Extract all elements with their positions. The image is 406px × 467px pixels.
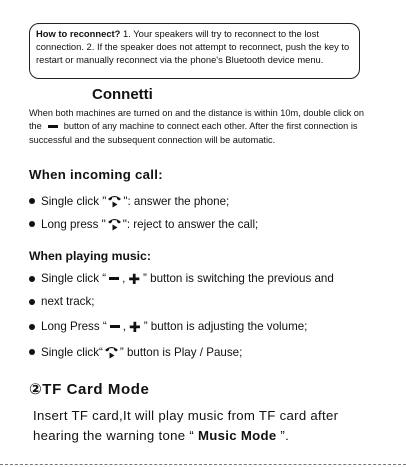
connetti-title: Connetti <box>92 86 153 103</box>
music-single-suffix: ” button is switching the previous and <box>143 272 334 285</box>
incoming-long-suffix: ": reject to answer the call; <box>122 217 259 231</box>
connetti-text-before: When both machines are turned on and the distance is within 10m, double click on the <box>29 108 365 132</box>
reconnect-box <box>29 23 360 79</box>
incoming-single-prefix: Single click " <box>41 194 107 208</box>
bullet-dot <box>29 299 35 305</box>
music-next-item <box>29 295 94 308</box>
phone-play-icon <box>107 194 122 208</box>
music-mode-label: Music Mode <box>194 428 277 443</box>
incoming-single-suffix: ": answer the phone; <box>123 194 230 208</box>
reconnect-body: 1. Your speakers will try to reconnect to the lost connection. 2. If the speaker does not attempt to reconnect, push the key to restart or manually reconnect via the phone's Bluetooth device menu. <box>36 28 350 65</box>
bullet-dot <box>29 276 35 282</box>
phone-play-icon <box>107 217 122 231</box>
bullet-dot <box>29 198 35 204</box>
tf-text-after: ”. <box>276 428 290 443</box>
minus-icon <box>48 125 58 128</box>
bullet-dot <box>29 221 35 227</box>
music-long-prefix: Long Press “ <box>41 320 107 333</box>
incoming-long-prefix: Long press " <box>41 217 106 231</box>
connetti-text <box>29 107 374 147</box>
music-long-mid: , <box>122 320 126 333</box>
music-single-item <box>29 272 334 285</box>
plus-icon: ✚ <box>128 270 141 287</box>
tf-card-heading: ②TF Card Mode <box>29 381 150 398</box>
incoming-heading: When incoming call: <box>29 167 163 182</box>
plus-icon: ✚ <box>128 318 141 335</box>
tf-text-before: Insert TF card,It will play music from TF card after hearing the warning tone “ <box>33 408 339 443</box>
minus-icon <box>110 325 120 328</box>
page-bottom-rule <box>0 464 406 465</box>
tf-card-text <box>33 406 383 446</box>
connetti-text-after: button of any machine to connect each other. After the first connection is successful and the subsequent connection will be automatic. <box>29 121 358 145</box>
incoming-long-item <box>29 217 258 231</box>
reconnect-heading: How to reconnect? <box>36 28 121 39</box>
music-play-prefix: Single click“ <box>41 345 103 359</box>
music-play-item <box>29 345 242 359</box>
minus-icon <box>109 277 119 280</box>
incoming-single-item <box>29 194 229 208</box>
bullet-dot <box>29 324 35 330</box>
music-single-prefix: Single click “ <box>41 272 107 285</box>
music-next: next track; <box>41 295 95 308</box>
phone-play-icon <box>104 345 119 359</box>
bullet-dot <box>29 349 35 355</box>
music-single-mid: , <box>122 272 126 285</box>
music-heading: When playing music: <box>29 249 151 263</box>
music-long-item <box>29 320 307 333</box>
music-play-suffix: ” button is Play / Pause; <box>119 345 243 359</box>
music-long-suffix: ” button is adjusting the volume; <box>143 320 308 333</box>
